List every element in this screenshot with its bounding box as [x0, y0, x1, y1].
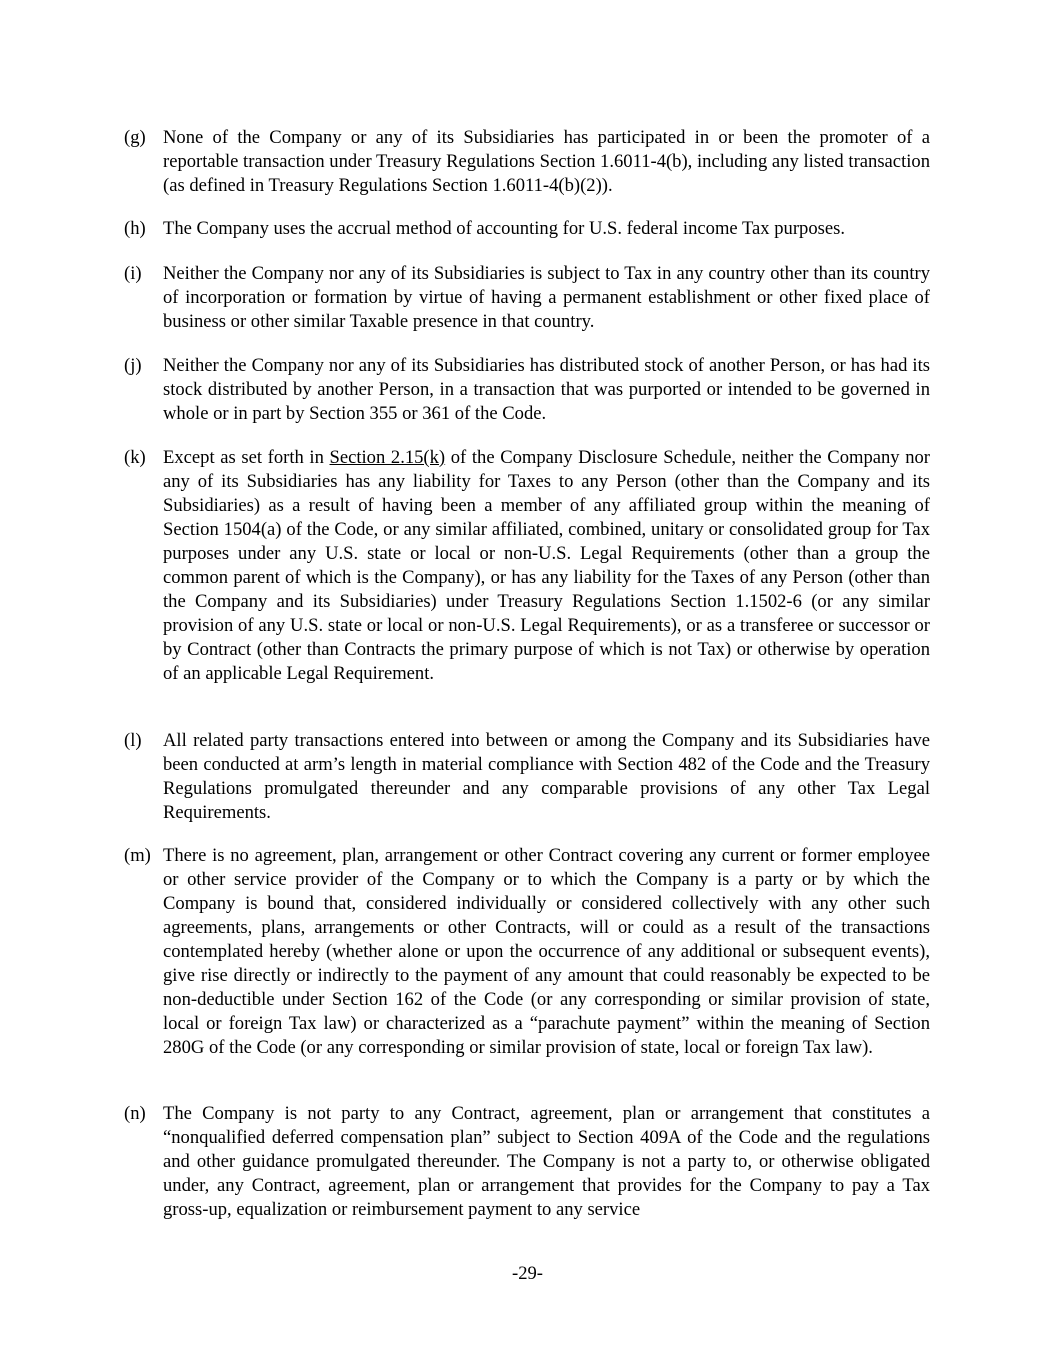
paragraph-label: (k): [124, 447, 146, 468]
paragraph-text: Neither the Company nor any of its Subsidiaries has distributed stock of another Person, or has had its stock distributed by another Person, in a transaction that was purported or intended to be governed in whole or in part by Section 355 or 361 of the Code.: [163, 355, 930, 424]
text-segment: Except as set forth in: [163, 447, 330, 468]
paragraph-label: (i): [124, 263, 142, 284]
paragraph-j: [124, 354, 930, 426]
paragraph-label: (m): [124, 845, 151, 866]
paragraph-text: [163, 446, 930, 686]
paragraph-text: All related party transactions entered into between or among the Company and its Subsidiaries have been conducted at arm’s length in material compliance with Section 482 of the Code and the Treasury Regulations promulgated thereunder and any comparable provisions of any other Tax Legal Requirements.: [163, 730, 930, 823]
paragraph-n: [124, 1102, 930, 1222]
paragraph-k: [124, 446, 930, 686]
paragraph-m: [124, 844, 930, 1060]
paragraph-text: The Company is not party to any Contract, agreement, plan or arrangement that constitutes a “nonqualified deferred compensation plan” subject to Section 409A of the Code and the regulations and other guidance promulgated thereunder. The Company is not a party to, or otherwise obligated under, any Contract, agreement, plan or arrangement that provides for the Company to pay a Tax gross-up, equalization or reimbursement payment to any service: [163, 1103, 930, 1220]
paragraph-h: [124, 217, 930, 241]
paragraph-label: (j): [124, 355, 142, 376]
page-number: -29-: [512, 1263, 543, 1284]
paragraph-text: There is no agreement, plan, arrangement or other Contract covering any current or former employee or other service provider of the Company or to which the Company is a party or by which the Company is bound that, considered individually or considered collectively with any other such agreements, plans, arrangements or other Contracts, will or could as a result of the transactions contemplated hereby (whether alone or upon the occurrence of any additional or subsequent events), give rise directly or indirectly to the payment of any amount that could reasonably be expected to be non-deductible under Section 162 of the Code (or any corresponding or similar provision of state, local or foreign Tax law) or characterized as a “parachute payment” within the meaning of Section 280G of the Code (or any corresponding or similar provision of state, local or foreign Tax law).: [163, 845, 930, 1058]
paragraph-g: [124, 126, 930, 198]
text-segment: of the Company Disclosure Schedule, neither the Company nor any of its Subsidiaries has any liability for Taxes to any Person (other than the Company and its Subsidiaries) as a result of having been a member of any affiliated group within the meaning of Section 1504(a) of the Code, or any similar affiliated, combined, unitary or consolidated group for Tax purposes under any U.S. state or local or non-U.S. Legal Requirements (other than a group the common parent of which is the Company), or has any liability for the Taxes of any Person (other than the Company and its Subsidiaries) under Treasury Regulations Section 1.1502-6 (or any similar provision of any U.S. state or local or non-U.S. Legal Requirements), or as a transferee or successor or by Contract (other than Contracts the primary purpose of which is not Tax) or otherwise by operation of an applicable Legal Requirement.: [163, 447, 931, 684]
paragraph-label: (g): [124, 127, 146, 148]
paragraph-text: None of the Company or any of its Subsidiaries has participated in or been the promoter of a reportable transaction under Treasury Regulations Section 1.6011-4(b), including any listed transaction (as defined in Treasury Regulations Section 1.6011-4(b)(2)).: [163, 127, 930, 196]
paragraph-l: [124, 729, 930, 825]
paragraph-label: (l): [124, 730, 142, 751]
section-reference-link: Section 2.15(k): [329, 447, 446, 468]
paragraph-label: (n): [124, 1103, 146, 1124]
paragraph-text: The Company uses the accrual method of accounting for U.S. federal income Tax purposes.: [163, 218, 845, 239]
paragraph-i: [124, 262, 930, 334]
paragraph-text: Neither the Company nor any of its Subsidiaries is subject to Tax in any country other than its country of incorporation or formation by virtue of having a permanent establishment or other fixed place of business or other similar Taxable presence in that country.: [163, 263, 930, 332]
paragraph-label: (h): [124, 218, 146, 239]
